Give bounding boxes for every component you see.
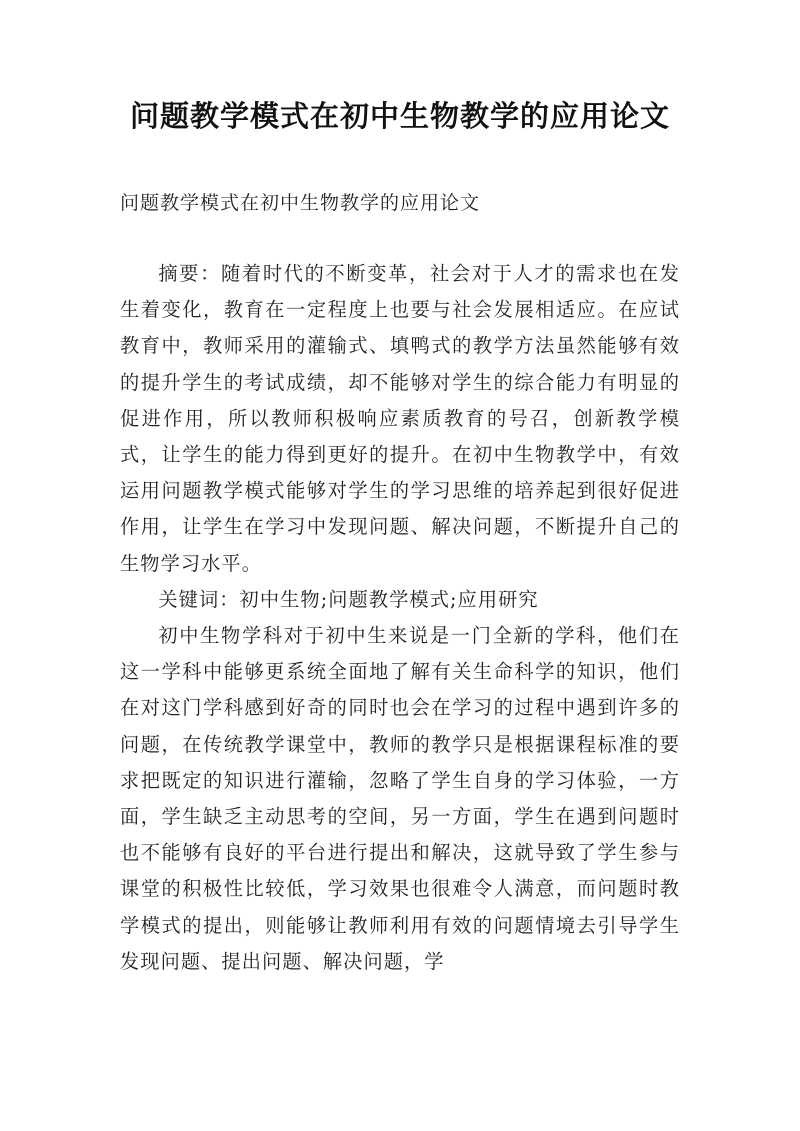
document-title: 问题教学模式在初中生物教学的应用论文 bbox=[129, 99, 670, 133]
abstract-paragraph: 摘要：随着时代的不断变革，社会对于人才的需求也在发生着变化，教育在一定程度上也要与社会发展相适应。在应试教育中，教师采用的灌输式、填鸭式的教学方法虽然能够有效的提升学生的考试成绩，却不能够对学生的综合能力有明显的促进作用，所以教师积极响应素质教育的号召，创新教学模式，让学生的能力得到更好的提升。在初中生物教学中，有效运用问题教学模式能够对学生的学习思维的培养起到很好促进作用，让学生在学习中发现问题、解决问题，不断提升自己的生物学习水平。 bbox=[120, 262, 680, 575]
document-subtitle: 问题教学模式在初中生物教学的应用论文 bbox=[120, 192, 481, 214]
document-body bbox=[120, 256, 680, 980]
keywords-paragraph: 关键词：初中生物;问题教学模式;应用研究 bbox=[158, 587, 539, 611]
body-paragraph: 初中生物学科对于初中生来说是一门全新的学科，他们在这一学科中能够更系统全面地了解有关生命科学的知识，他们在对这门学科感到好奇的同时也会在学习的过程中遇到许多的问题，在传统教学课堂中，教师的教学只是根据课程标准的要求把既定的知识进行灌输，忽略了学生自身的学习体验，一方面，学生缺乏主动思考的空间，另一方面，学生在遇到问题时也不能够有良好的平台进行提出和解决，这就导致了学生参与课堂的积极性比较低，学习效果也很难令人满意，而问题时教学模式的提出，则能够让教师利用有效的问题情境去引导学生发现问题、提出问题、解决问题，学 bbox=[120, 624, 680, 973]
